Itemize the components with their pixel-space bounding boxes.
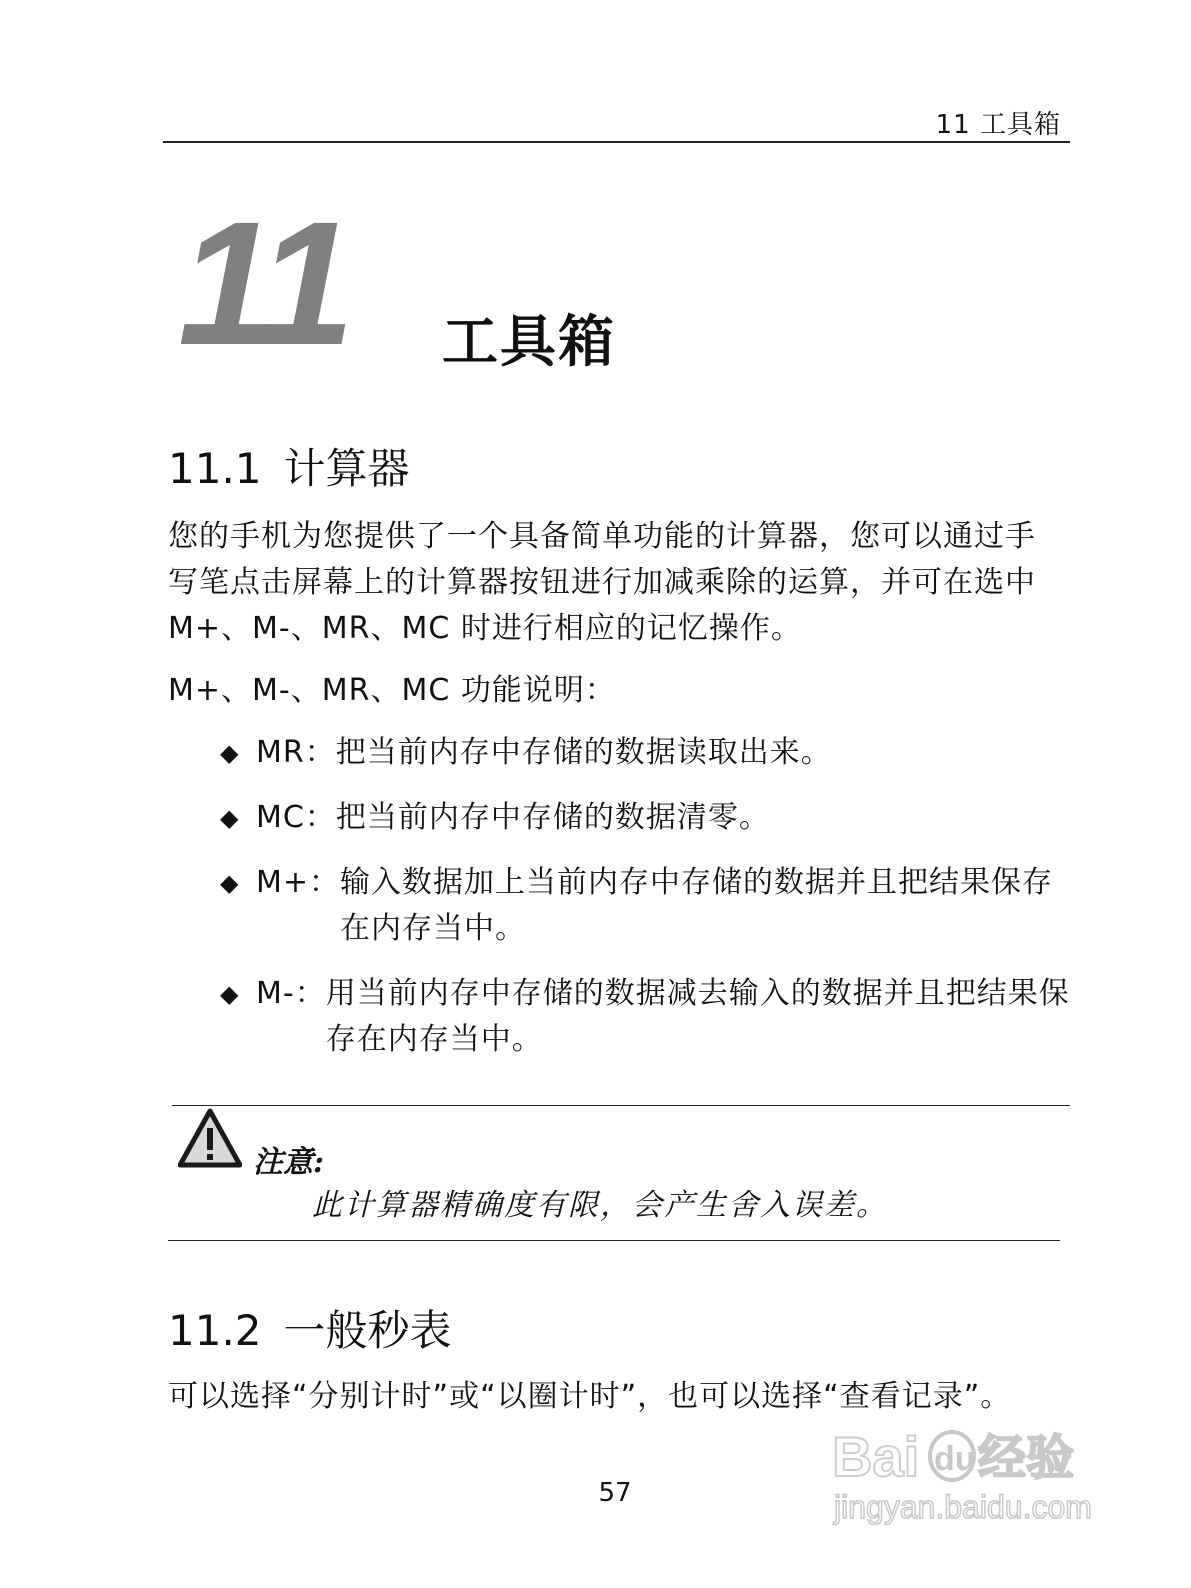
svg-text:du: du	[934, 1440, 976, 1478]
section-title-stopwatch	[168, 1298, 452, 1358]
paragraph-line: 您的手机为您提供了一个具备简单功能的计算器，您可以通过手	[168, 519, 1036, 554]
list-item	[220, 730, 1070, 776]
list-item	[220, 795, 1070, 841]
function-intro: M+、M-、MR、MC 功能说明：	[168, 673, 616, 708]
diamond-bullet-icon: ◆	[220, 980, 240, 1008]
list-item-term: MC：	[256, 800, 336, 835]
warning-triangle-icon	[178, 1108, 242, 1168]
diamond-bullet-icon: ◆	[220, 869, 240, 897]
list-item-term: MR：	[256, 735, 336, 770]
note-top-rule	[172, 1105, 1070, 1106]
diamond-bullet-icon: ◆	[220, 739, 240, 767]
note-text: 此计算器精确度有限，会产生舍入误差。	[312, 1188, 888, 1223]
section-title-calculator	[168, 436, 410, 496]
list-item-desc: 用当前内存中存储的数据减去输入的数据并且把结果保存在内存当中。	[325, 976, 1070, 1057]
section-heading: 一般秒表	[283, 1306, 452, 1355]
header-rule	[163, 141, 1070, 143]
note-label: 注意:	[253, 1145, 325, 1180]
list-item-desc: 把当前内存中存储的数据清零。	[335, 800, 770, 835]
section-number: 11.1	[168, 444, 262, 493]
list-item	[220, 971, 1070, 1063]
page-number: 57	[598, 1478, 632, 1508]
list-item-term: M-：	[256, 976, 326, 1011]
note-bottom-rule	[168, 1240, 1060, 1241]
svg-text:jingyan.baidu.com: jingyan.baidu.com	[834, 1489, 1092, 1525]
chapter-title: 工具箱	[442, 310, 616, 375]
stopwatch-paragraph: 可以选择“分别计时”或“以圈计时”，也可以选择“查看记录”。	[168, 1379, 1012, 1414]
diamond-bullet-icon: ◆	[220, 804, 240, 832]
paragraph-line: M+、M-、MR、MC 时进行相应的记忆操作。	[168, 611, 802, 646]
section-number: 11.2	[168, 1306, 262, 1355]
calculator-intro-paragraph	[168, 514, 1068, 652]
chapter-number: 11	[178, 186, 349, 382]
section-heading: 计算器	[283, 444, 410, 493]
list-item	[220, 860, 1070, 952]
svg-text:经验: 经验	[978, 1430, 1075, 1486]
paragraph-line: 写笔点击屏幕上的计算器按钮进行加减乘除的运算，并可在选中	[168, 565, 1036, 600]
memory-function-list	[220, 730, 1070, 1082]
baidu-watermark-logo	[828, 1418, 1108, 1528]
list-item-term: M+：	[256, 865, 341, 900]
running-header: 11 工具箱	[935, 110, 1061, 140]
svg-text:Bai: Bai	[832, 1425, 920, 1488]
list-item-desc: 把当前内存中存储的数据读取出来。	[335, 735, 832, 770]
list-item-desc: 输入数据加上当前内存中存储的数据并且把结果保存在内存当中。	[340, 865, 1054, 946]
